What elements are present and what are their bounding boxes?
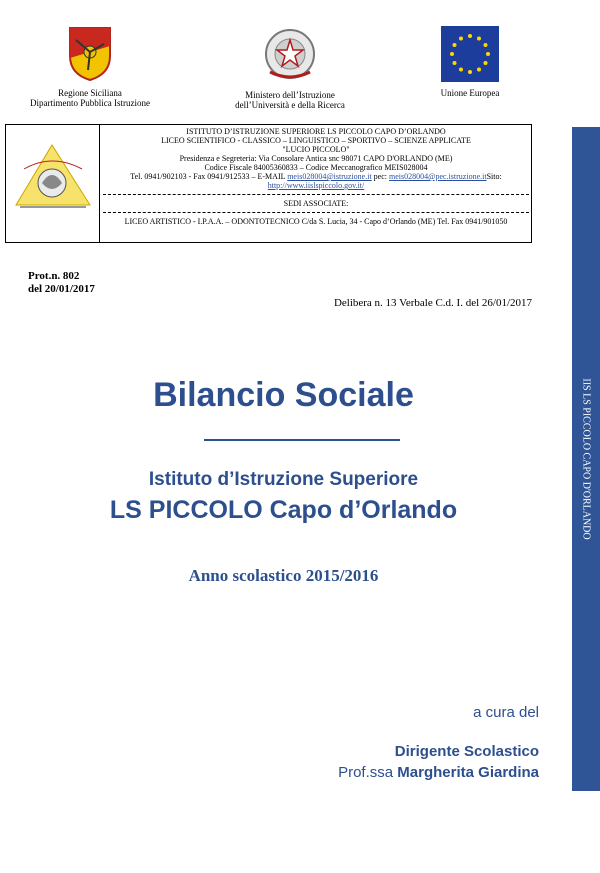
sedi-title: SEDI ASSOCIATE:: [283, 199, 349, 208]
school-logo-icon: [6, 125, 99, 242]
institute-header: [5, 124, 532, 243]
header-divider-2: [103, 212, 529, 213]
header-line-2: LICEO SCIENTIFICO - CLASSICO – LINGUISTICO – SPORTIVO – SCIENZE APPLICATE: [161, 136, 471, 145]
sicily-logo-block: [20, 26, 160, 108]
protocol-info: [28, 270, 95, 296]
header-line-4: Presidenza e Segreteria: Via Consolare Antica snc 98071 CAPO D'ORLANDO (ME): [179, 154, 453, 163]
institute-header-text: [103, 127, 529, 226]
protocol-date: del 20/01/2017: [28, 283, 95, 295]
side-band-text: IIS LS PICCOLO CAPO D'ORLANDO: [580, 378, 592, 540]
sicily-label-2: Dipartimento Pubblica Istruzione: [30, 98, 150, 108]
pec-label: pec:: [373, 172, 387, 181]
cura-name: Margherita Giardina: [397, 764, 539, 781]
website-link[interactable]: http://www.iislspiccolo.gov.it/: [267, 181, 365, 190]
protocol-number: Prot.n. 802: [28, 270, 80, 282]
cura-prefix: Prof.ssa: [338, 764, 394, 781]
delibera-text: Delibera n. 13 Verbale C.d. I. del 26/01/2017: [333, 297, 532, 309]
header-phone-fax: Tel. 0941/902103 - Fax 0941/912533 – E-MAIL: [130, 172, 286, 181]
page-title: Bilancio Sociale: [153, 376, 414, 414]
title-underline: [204, 439, 400, 441]
cura-author: [338, 764, 539, 781]
site-label: Sito:: [486, 172, 502, 181]
eu-label: Unione Europea: [440, 88, 500, 98]
trinacria-icon: [66, 26, 114, 82]
ministry-logo-block: [200, 26, 380, 110]
school-year: Anno scolastico 2015/2016: [188, 566, 379, 585]
header-contacts: [103, 172, 529, 181]
sicily-label-1: Regione Siciliana: [58, 88, 122, 98]
school-logo: [6, 125, 100, 242]
header-line-3: "LUCIO PICCOLO": [282, 145, 350, 154]
header-line-1: ISTITUTO D’ISTRUZIONE SUPERIORE LS PICCOLO CAPO D’ORLANDO: [186, 127, 446, 136]
subtitle-institute: Istituto d’Istruzione Superiore: [148, 469, 419, 490]
email-link[interactable]: meis028004@istruzione.it: [287, 172, 372, 181]
cura-role: Dirigente Scolastico: [394, 743, 539, 760]
side-band: [572, 127, 600, 791]
cura-intro: a cura del: [473, 704, 539, 721]
header-line-5: Codice Fiscale 84005360833 – Codice Meccanografico MEIS028004: [204, 163, 428, 172]
ministry-label-2: dell’Università e della Ricerca: [235, 100, 345, 110]
italian-emblem-icon: [260, 26, 320, 84]
header-divider: [103, 194, 529, 195]
ministry-label-1: Ministero dell’Istruzione: [245, 90, 335, 100]
pec-email-link[interactable]: meis028004@pec.istruzione.it: [389, 172, 487, 181]
subtitle-school-name: LS PICCOLO Capo d’Orlando: [109, 496, 458, 524]
sedi-line: LICEO ARTISTICO - I.P.A.A. – ODONTOTECNICO C/da S. Lucia, 34 - Capo d’Orlando (ME) Tel. Fax 0941/901050: [124, 217, 508, 226]
eu-logo-block: [400, 26, 540, 98]
eu-flag-icon: [441, 26, 499, 82]
